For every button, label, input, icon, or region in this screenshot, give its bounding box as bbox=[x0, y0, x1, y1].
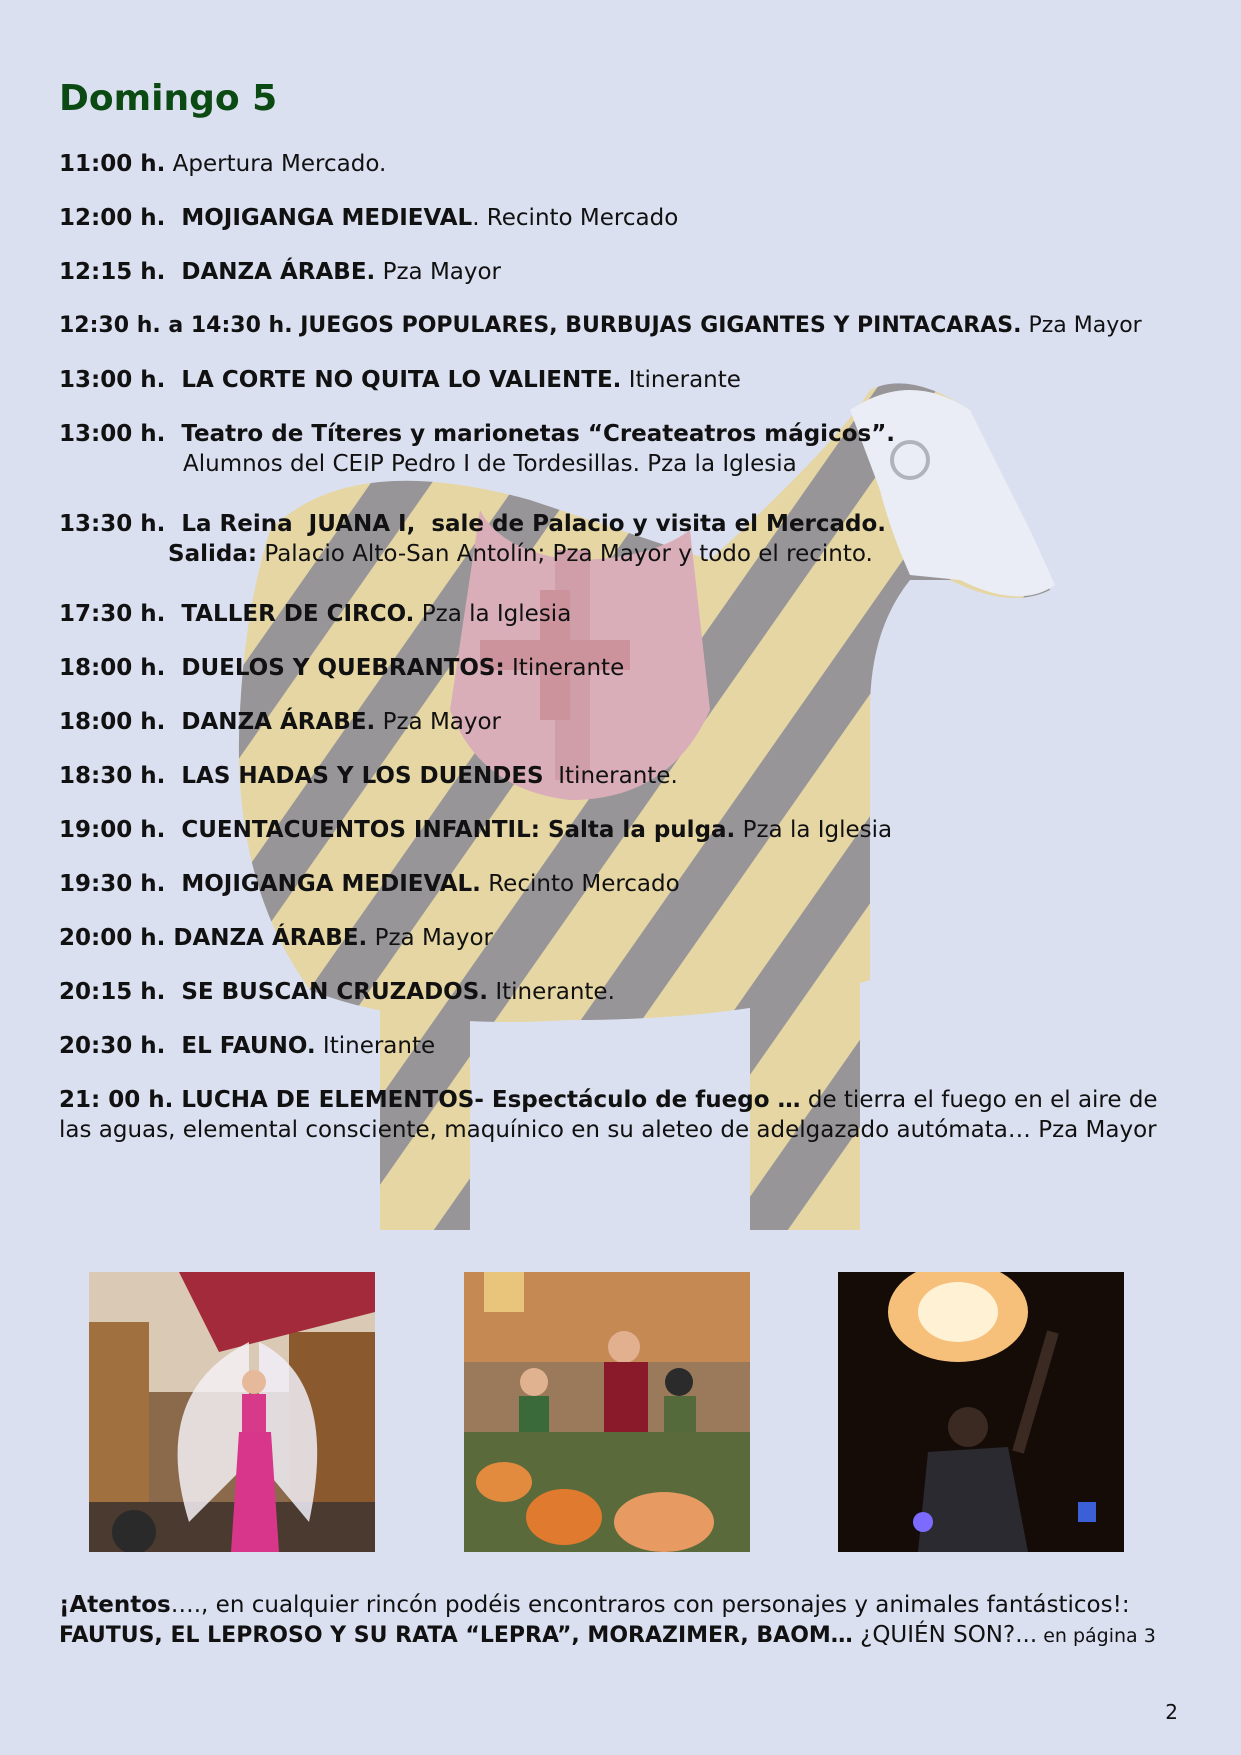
event-item bbox=[59, 869, 680, 899]
event-text: . Recinto Mercado bbox=[472, 205, 679, 231]
event-text: Pza la Iglesia bbox=[414, 601, 572, 627]
footer-line1: …., en cualquier rincón podéis encontraros con personajes y animales fantásticos!: bbox=[170, 1592, 1130, 1618]
event-title: DANZA ÁRABE. bbox=[165, 709, 376, 735]
event-text: Pza Mayor bbox=[375, 709, 502, 735]
event-time: 19:30 h. bbox=[59, 871, 166, 897]
event-item bbox=[59, 707, 501, 737]
event-time: 13:30 h. bbox=[59, 511, 166, 537]
event-title: TALLER DE CIRCO. bbox=[165, 601, 415, 627]
event-time: 13:00 h. bbox=[59, 367, 166, 393]
event-detail: Alumnos del CEIP Pedro I de Tordesillas. Pza la Iglesia bbox=[183, 451, 797, 477]
page-number: 2 bbox=[1165, 1700, 1178, 1724]
footer-attention: ¡Atentos bbox=[59, 1592, 171, 1618]
event-item bbox=[59, 599, 571, 629]
event-text: Itinerante bbox=[621, 367, 741, 393]
event-item bbox=[59, 149, 386, 179]
event-item bbox=[59, 1031, 435, 1061]
event-text: Pza la Iglesia bbox=[735, 817, 893, 843]
fire-breather-photo bbox=[838, 1272, 1124, 1552]
event-item bbox=[59, 257, 501, 287]
event-text: Recinto Mercado bbox=[480, 871, 680, 897]
event-text: Pza Mayor bbox=[375, 259, 502, 285]
event-time: 11:00 h. bbox=[59, 151, 166, 177]
event-text: Itinerante. bbox=[488, 979, 615, 1005]
event-time: 18:30 h. bbox=[59, 763, 166, 789]
event-title: EL FAUNO. bbox=[165, 1033, 316, 1059]
event-title: MOJIGANGA MEDIEVAL bbox=[165, 205, 473, 231]
market-children-photo bbox=[464, 1272, 750, 1552]
event-text: Apertura Mercado. bbox=[165, 151, 387, 177]
event-detail: Palacio Alto-San Antolín; Pza Mayor y todo el recinto. bbox=[257, 541, 873, 567]
event-time: 20:30 h. bbox=[59, 1033, 166, 1059]
event-title: SE BUSCAN CRUZADOS. bbox=[165, 979, 489, 1005]
event-text: Pza Mayor bbox=[367, 925, 494, 951]
event-title: DUELOS Y QUEBRANTOS: bbox=[165, 655, 505, 681]
event-item bbox=[59, 203, 678, 233]
event-title: DANZA ÁRABE. bbox=[165, 925, 368, 951]
event-title: . Teatro de Títeres y marionetas “Createatros mágicos”. bbox=[156, 421, 896, 447]
event-text: Itinerante bbox=[315, 1033, 436, 1059]
event-item bbox=[59, 923, 493, 953]
event-time: 12:30 h. a 14:30 h. bbox=[59, 313, 293, 338]
event-title: La Reina JUANA I, sale de Palacio y visita el Mercado. bbox=[165, 511, 887, 537]
event-title: CUENTACUENTOS INFANTIL: Salta la pulga. bbox=[165, 817, 736, 843]
event-item bbox=[59, 1085, 1189, 1145]
event-item bbox=[59, 419, 895, 479]
event-item bbox=[59, 653, 624, 683]
event-item bbox=[59, 977, 615, 1007]
event-time: 13:00 h bbox=[59, 421, 157, 447]
event-time: 17:30 h. bbox=[59, 601, 166, 627]
belly-dancer-photo bbox=[89, 1272, 375, 1552]
event-text: Itinerante bbox=[504, 655, 625, 681]
event-time: 20:15 h. bbox=[59, 979, 166, 1005]
event-item bbox=[59, 815, 892, 845]
event-item bbox=[59, 761, 678, 791]
event-title: LAS HADAS Y LOS DUENDES bbox=[165, 763, 544, 789]
event-item bbox=[59, 509, 886, 569]
event-item bbox=[59, 311, 1142, 341]
event-text: Pza Mayor bbox=[1021, 313, 1142, 338]
event-title: MOJIGANGA MEDIEVAL. bbox=[165, 871, 481, 897]
footer-note bbox=[59, 1590, 1199, 1651]
event-time: 18:00 h. bbox=[59, 655, 166, 681]
event-item bbox=[59, 365, 741, 395]
event-title: JUEGOS POPULARES, BURBUJAS GIGANTES Y PINTACARAS. bbox=[292, 313, 1022, 338]
footer-characters: FAUTUS, EL LEPROSO Y SU RATA “LEPRA”, MORAZIMER, BAOM… bbox=[59, 1623, 853, 1648]
photo-strip bbox=[0, 1272, 1241, 1552]
event-time: 12:15 h. bbox=[59, 259, 166, 285]
event-time: 18:00 h. bbox=[59, 709, 166, 735]
schedule-content bbox=[59, 70, 1199, 1143]
event-time: 21: 00 h. bbox=[59, 1087, 174, 1113]
event-title: LA CORTE NO QUITA LO VALIENTE. bbox=[165, 367, 622, 393]
event-title: DANZA ÁRABE. bbox=[165, 259, 376, 285]
event-time: 12:00 h. bbox=[59, 205, 166, 231]
event-title: LUCHA DE ELEMENTOS- Espectáculo de fuego … bbox=[173, 1087, 801, 1113]
event-detail-label: Salida: bbox=[168, 541, 258, 567]
page-title: Domingo 5 bbox=[59, 78, 278, 119]
event-text: Itinerante. bbox=[543, 763, 678, 789]
footer-question: ¿QUIÉN SON?... bbox=[852, 1622, 1038, 1648]
event-time: 20:00 h. bbox=[59, 925, 166, 951]
event-time: 19:00 h. bbox=[59, 817, 166, 843]
footer-page-ref: en página 3 bbox=[1037, 1625, 1156, 1647]
event-text: de tierra el fuego en el aire de las aguas, elemental consciente, maquínico en su aleteo de adelgazado autómata… Pza Mayor bbox=[59, 1087, 1158, 1143]
